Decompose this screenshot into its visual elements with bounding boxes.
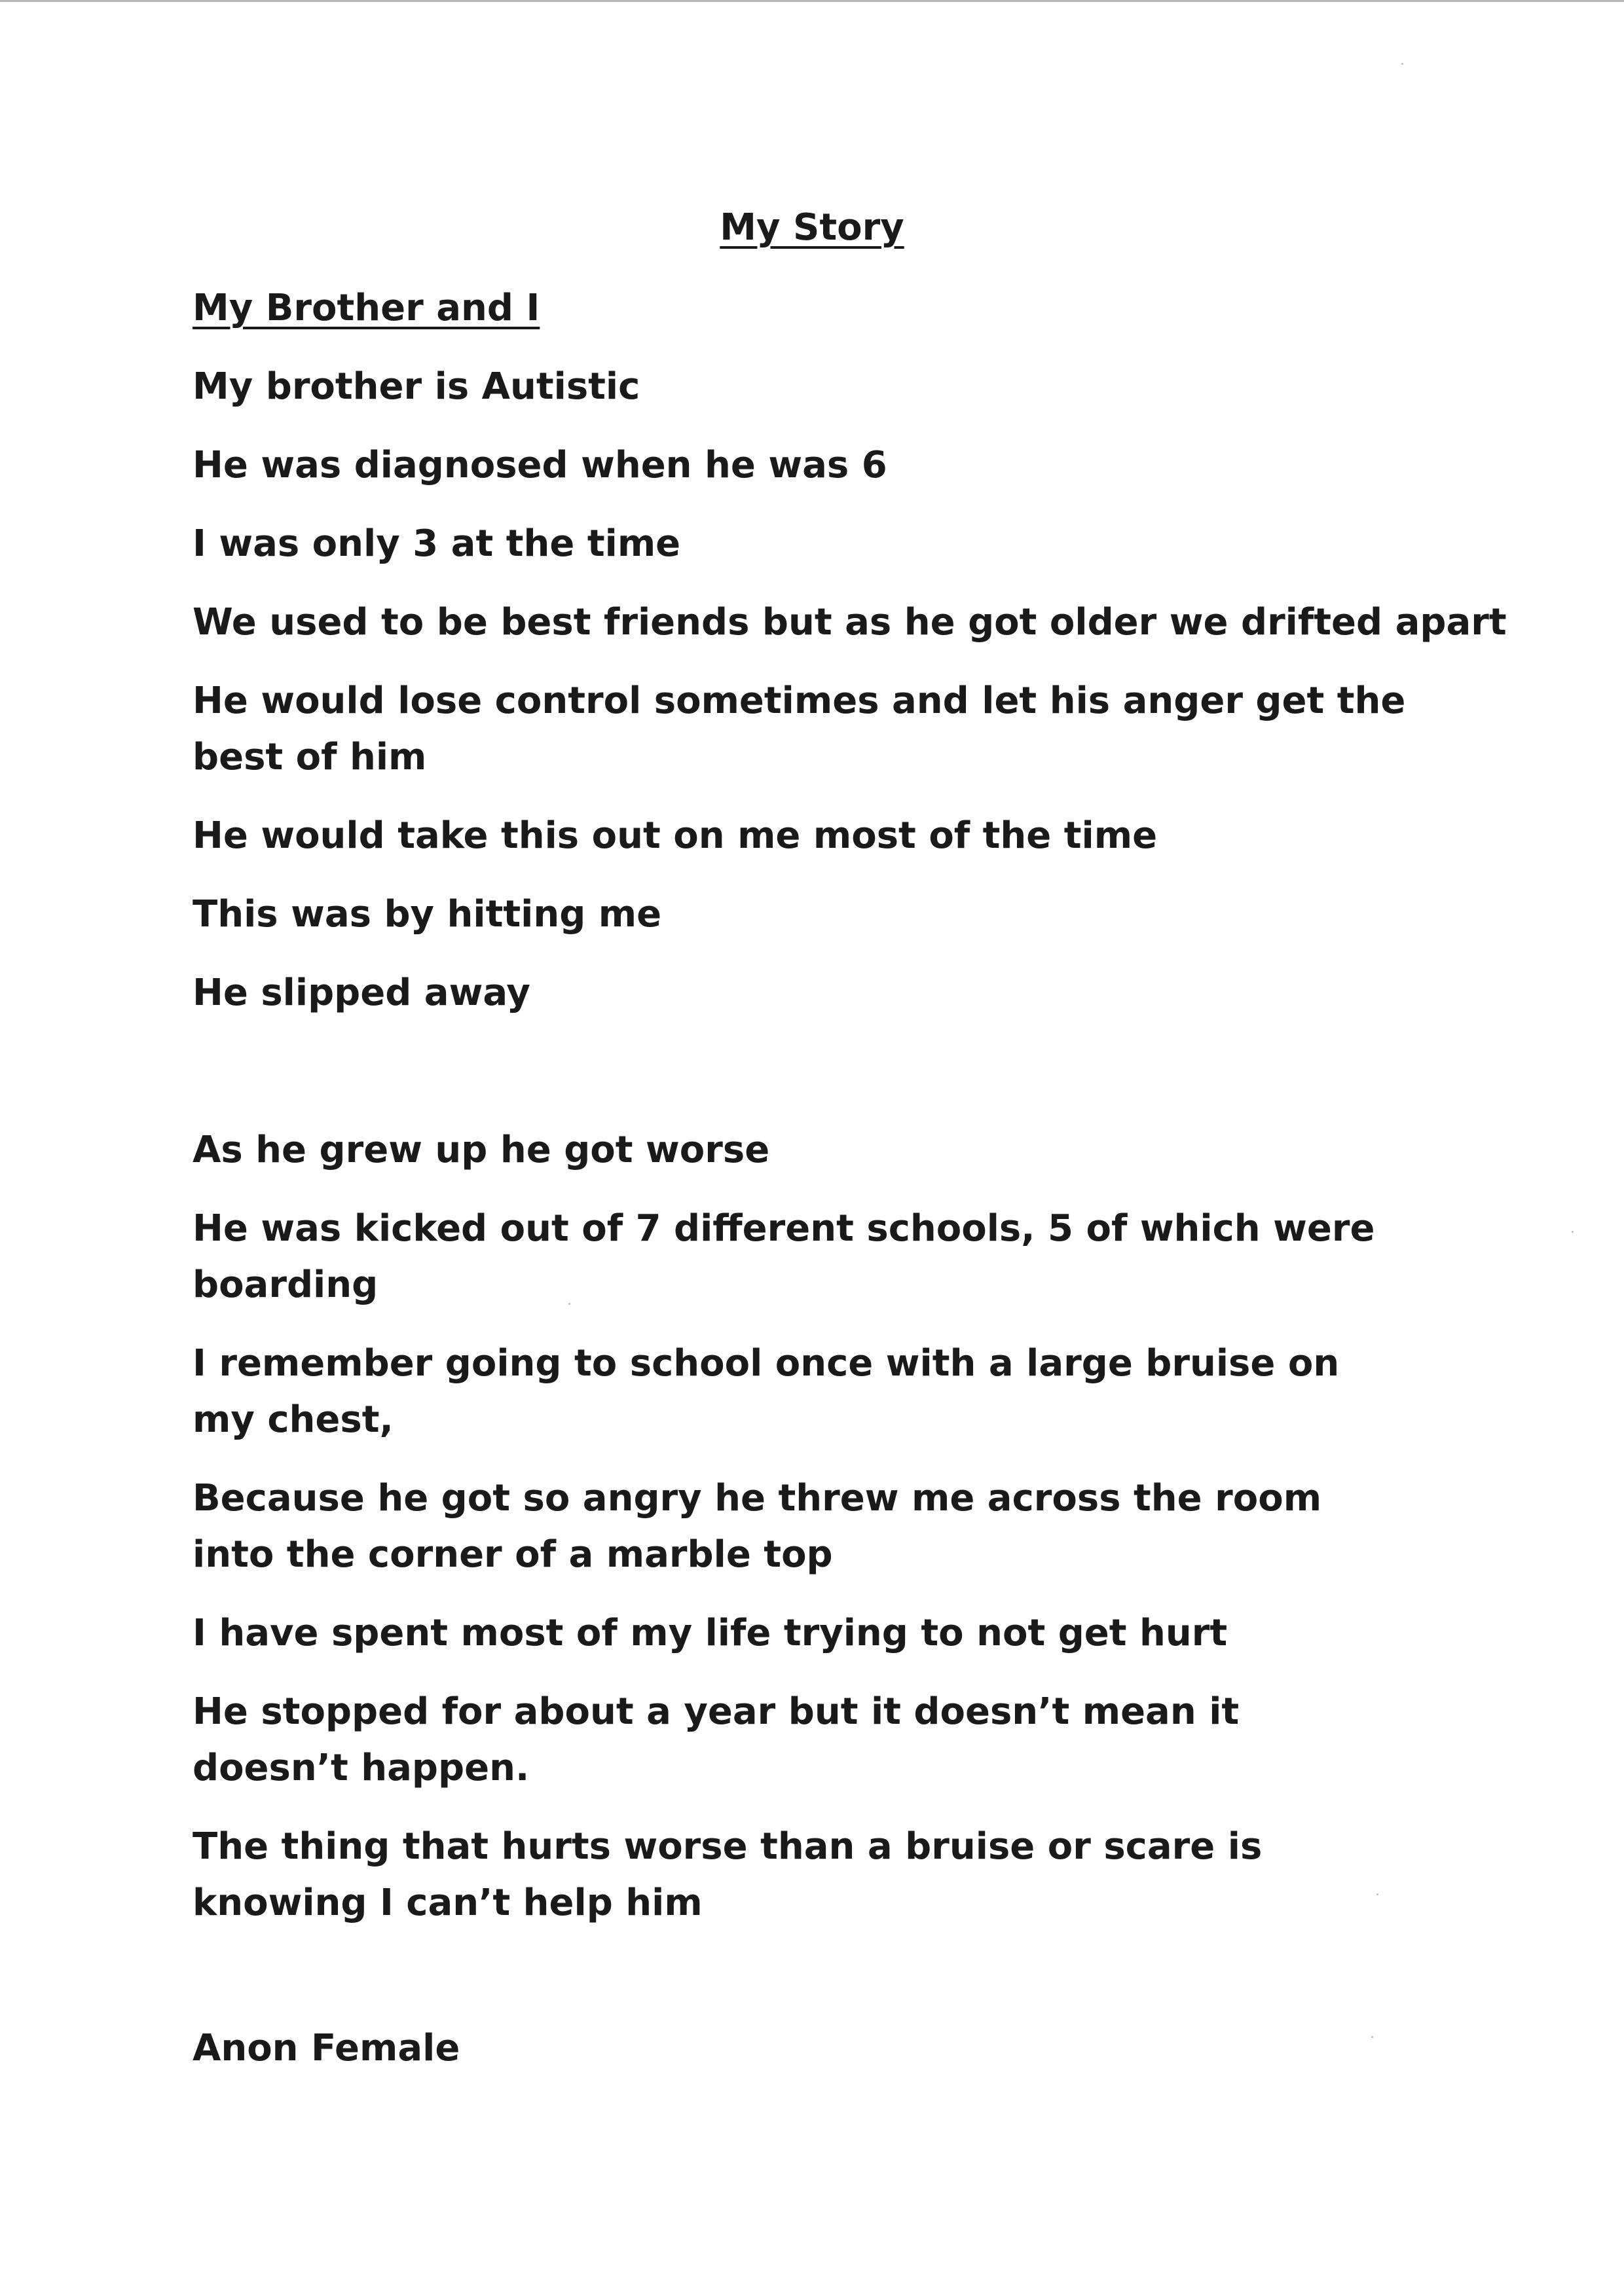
scan-speck xyxy=(1401,63,1403,65)
story-line: He slipped away xyxy=(193,972,530,1014)
story-line: We used to be best friends but as he got older we drifted apart xyxy=(193,601,1507,644)
story-line: He would lose control sometimes and let his anger get the best of him xyxy=(193,680,1406,778)
story-line: Because he got so angry he threw me across the room into the corner of a marble top xyxy=(193,1477,1322,1576)
signature: Anon Female xyxy=(193,2027,460,2069)
story-line: This was by hitting me xyxy=(193,893,662,936)
story-line: He was kicked out of 7 different schools, 5 of which were boarding xyxy=(193,1207,1375,1306)
signature-gap xyxy=(193,1954,1437,2020)
scan-speck xyxy=(1371,2036,1373,2038)
page-title: My Story xyxy=(720,206,904,249)
story-line: My brother is Autistic xyxy=(193,365,640,408)
story-line: He stopped for about a year but it doesn’t mean it doesn’t happen. xyxy=(193,1690,1240,1789)
story-line: I have spent most of my life trying to not get hurt xyxy=(193,1612,1228,1654)
scan-speck xyxy=(568,1303,570,1305)
story-line: He was diagnosed when he was 6 xyxy=(193,444,887,486)
story-line: I remember going to school once with a large bruise on my chest, xyxy=(193,1342,1340,1441)
story-subtitle: My Brother and I xyxy=(193,287,540,329)
story-line: The thing that hurts worse than a bruise or scare is knowing I can’t help him xyxy=(193,1825,1263,1924)
paragraph-gap xyxy=(193,1044,1437,1122)
scan-speck xyxy=(1572,1231,1574,1233)
story-body xyxy=(193,280,1507,2099)
story-line: As he grew up he got worse xyxy=(193,1129,770,1171)
story-line: I was only 3 at the time xyxy=(193,522,681,565)
scan-speck xyxy=(1376,1893,1378,1895)
story-line: He would take this out on me most of the time xyxy=(193,814,1158,857)
